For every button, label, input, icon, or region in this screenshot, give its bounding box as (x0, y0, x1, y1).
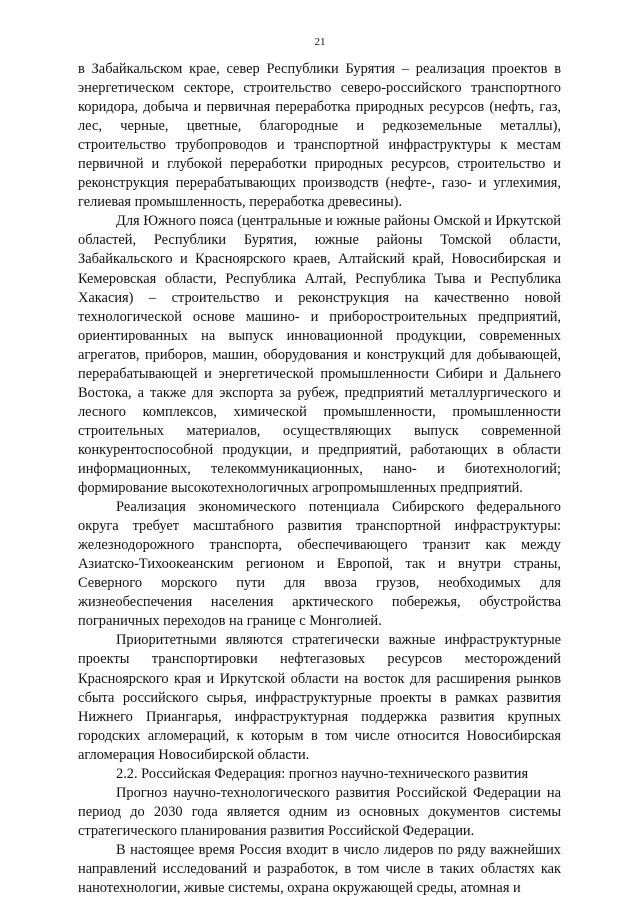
body-text (78, 60, 561, 898)
paragraph-forecast: Прогноз научно-технологического развития Российской Федерации на период до 2030 года является одним из основных документов системы стратегического планирования развития Российской Федерации. (78, 784, 561, 839)
paragraph-priority-projects: Приоритетными являются стратегически важные инфраструктурные проекты транспортировки нефтегазовых ресурсов месторождений Красноярского края и Иркутской области на восток для расширения рынков сбыта российского сырья, инфраструктурные проекты в рамках развития Нижнего Приангарья, инфраструктурная поддержка развития крупных городских агломераций, к которым в том числе относится Новосибирская агломерация Новосибирской области. (78, 632, 561, 763)
paragraph-southern-belt: Для Южного пояса (центральные и южные районы Омской и Иркутской областей, Республики Бурятия, южные районы Томской области, Забайкальского и Красноярского краев, Алтайский край, Новосибирская и Кемеровская области, Республика Алтай, Республика Тыва и Республика Хакасия) – строительство и реконструкция на качественно новой технологической основе машино- и приборостроительных предприятий, ориентированных на выпуск инновационной продукции, современных агрегатов, приборов, машин, оборудования и конструкций для добывающей, перерабатывающей и энергетической промышленности Сибири и Дальнего Востока, а также для экспорта за рубеж, предприятий металлургического и лесного комплексов, химической промышленности, промышленности строительных материалов, осуществляющих выпуск современной конкурентоспособной продукции, и предприятий, работающих в области информационных, телекоммуникационных, нано- и биотехнологий; формирование высокотехнологичных агропромышленных предприятий. (78, 213, 561, 497)
page-number: 21 (314, 36, 326, 48)
paragraph-russia-leaders: В настоящее время Россия входит в число лидеров по ряду важнейших направлений исследований и разработок, в том числе в таких областях как нанотехнологии, живые системы, охрана окружающей среды, атомная и (78, 841, 561, 897)
section-heading: 2.2. Российская Федерация: прогноз научно-технического развития (116, 765, 529, 782)
paragraph-transport-infrastructure: Реализация экономического потенциала Сибирского федерального округа требует масштабного развития транспортной инфраструктуры: железнодорожного транспорта, обеспечивающего транзит как между Азиатско-Тихоокеанским регионом и Европой, так и внутри страны, Северного морского пути для ввоза грузов, необходимых для жизнеобеспечения населения арктического побережья, обустройства пограничных переходов на границе с Монголией. (78, 499, 561, 630)
paragraph-continuation: в Забайкальском крае, север Республики Бурятия – реализация проектов в энергетическом секторе, строительство северо-российского транспортного коридора, добыча и первичная переработка природных ресурсов (нефть, газ, лес, черные, цветные, благородные и редкоземельные металлы), строительство трубопроводов и транспортной инфраструктуры к местам первичной и глубокой переработки природных ресурсов, строительство и реконструкция перерабатывающих производств (нефте-, газо- и углехимия, гелиевая промышленность, переработка древесины). (78, 61, 561, 211)
